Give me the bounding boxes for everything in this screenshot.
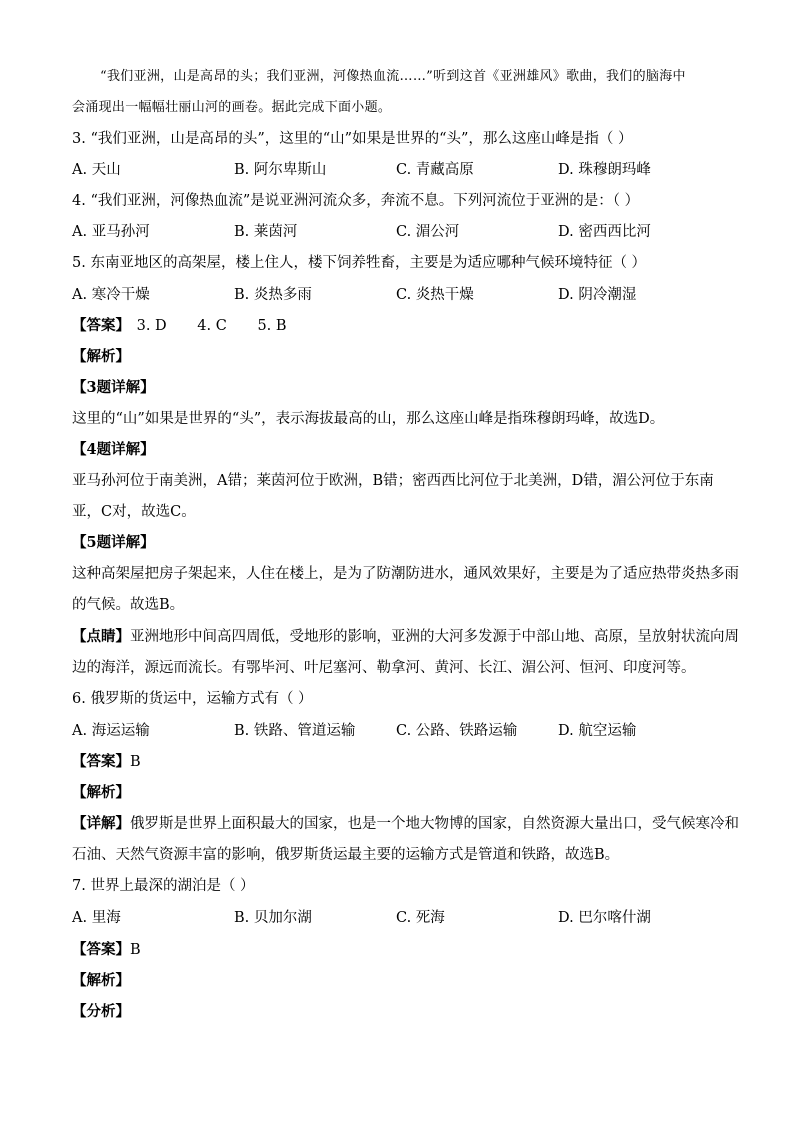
question-5-options	[72, 285, 722, 305]
option-a: A. 寒冷干燥	[72, 287, 150, 303]
detail-4-tag: 【4题详解】	[72, 441, 155, 458]
option-a: A. 海运运输	[72, 723, 150, 739]
detail-3-text: 这里的“山”如果是世界的“头”，表示海拔最高的山，那么这座山峰是指珠穆朗玛峰，故选D。	[72, 411, 665, 427]
q7-answer-line	[72, 940, 722, 960]
question-4-stem: 4. “我们亚洲，河像热血流”是说亚洲河流众多，奔流不息。下列河流位于亚洲的是：（ ）	[72, 193, 640, 209]
answer-line	[72, 316, 722, 336]
q6-detail-line-2: 石油、天然气资源丰富的影响，俄罗斯货运最主要的运输方式是管道和铁路，故选B。	[72, 847, 620, 863]
question-5-stem: 5. 东南亚地区的高架屋，楼上住人，楼下饲养牲畜，主要是为适应哪种气候环境特征（ ）	[72, 255, 647, 271]
answer-4: 4. C	[197, 318, 227, 334]
tip-tag: 【点睛】	[72, 628, 130, 645]
q6-detail-text-1: 俄罗斯是世界上面积最大的国家，也是一个地大物博的国家，自然资源大量出口，受气候寒冷和	[130, 816, 739, 832]
question-6-stem: 6. 俄罗斯的货运中，运输方式有（ ）	[72, 691, 313, 707]
q7-fenxi-tag: 【分析】	[72, 1003, 130, 1020]
option-c: C. 炎热干燥	[396, 287, 474, 303]
q6-detail-line-1	[72, 814, 739, 834]
q7-answer: B	[130, 942, 141, 958]
analysis-tag: 【解析】	[72, 348, 130, 365]
option-d: D. 珠穆朗玛峰	[558, 162, 651, 178]
question-4-options	[72, 222, 722, 242]
question-3-options	[72, 160, 722, 180]
option-d: D. 航空运输	[558, 723, 637, 739]
option-a: A. 里海	[72, 910, 121, 926]
answer-tag: 【答案】	[72, 317, 130, 334]
option-b: B. 炎热多雨	[234, 287, 312, 303]
option-c: C. 湄公河	[396, 224, 460, 240]
detail-3-tag: 【3题详解】	[72, 379, 155, 396]
option-c: C. 青藏高原	[396, 162, 474, 178]
detail-4-line-1: 亚马孙河位于南美洲，A错；莱茵河位于欧洲，B错；密西西比河位于北美洲，D错，湄公河位于东南	[72, 473, 714, 489]
question-3-stem: 3. “我们亚洲，山是高昂的头”，这里的“山”如果是世界的“头”，那么这座山峰是指（ ）	[72, 131, 633, 147]
option-c: C. 死海	[396, 910, 445, 926]
option-b: B. 莱茵河	[234, 224, 298, 240]
option-d: D. 巴尔喀什湖	[558, 910, 651, 926]
q6-answer: B	[130, 754, 141, 770]
question-6-options	[72, 721, 722, 741]
option-c: C. 公路、铁路运输	[396, 723, 518, 739]
q7-analysis-tag: 【解析】	[72, 972, 130, 989]
tip-text-1: 亚洲地形中间高四周低，受地形的影响，亚洲的大河多发源于中部山地、高原，呈放射状流向周	[130, 629, 739, 645]
detail-tag: 【详解】	[72, 815, 130, 832]
detail-5-tag: 【5题详解】	[72, 534, 155, 551]
intro-line-1: “我们亚洲，山是高昂的头；我们亚洲，河像热血流……”听到这首《亚洲雄风》歌曲，我们的脑海中	[100, 69, 686, 84]
answer-5: 5. B	[257, 318, 287, 334]
option-d: D. 阴冷潮湿	[558, 287, 637, 303]
q6-analysis-tag: 【解析】	[72, 784, 130, 801]
option-a: A. 天山	[72, 162, 121, 178]
tip-line-1	[72, 627, 739, 647]
detail-4-line-2: 亚，C对，故选C。	[72, 504, 196, 520]
question-7-stem: 7. 世界上最深的湖泊是（ ）	[72, 878, 255, 894]
option-b: B. 铁路、管道运输	[234, 723, 356, 739]
option-b: B. 贝加尔湖	[234, 910, 312, 926]
answer-tag: 【答案】	[72, 941, 130, 958]
answer-3: 3. D	[136, 318, 167, 334]
tip-line-2: 边的海洋，源远而流长。有鄂毕河、叶尼塞河、勒拿河、黄河、长江、湄公河、恒河、印度河等。	[72, 660, 696, 676]
detail-5-line-1: 这种高架屋把房子架起来，人住在楼上，是为了防潮防进水，通风效果好，主要是为了适应热带炎热多雨	[72, 566, 739, 582]
detail-5-line-2: 的气候。故选B。	[72, 597, 185, 613]
intro-line-2: 会涌现出一幅幅壮丽山河的画卷。据此完成下面小题。	[72, 100, 392, 115]
question-7-options	[72, 908, 722, 928]
q6-answer-line	[72, 752, 722, 772]
option-d: D. 密西西比河	[558, 224, 651, 240]
option-a: A. 亚马孙河	[72, 224, 150, 240]
answer-tag: 【答案】	[72, 753, 130, 770]
option-b: B. 阿尔卑斯山	[234, 162, 327, 178]
